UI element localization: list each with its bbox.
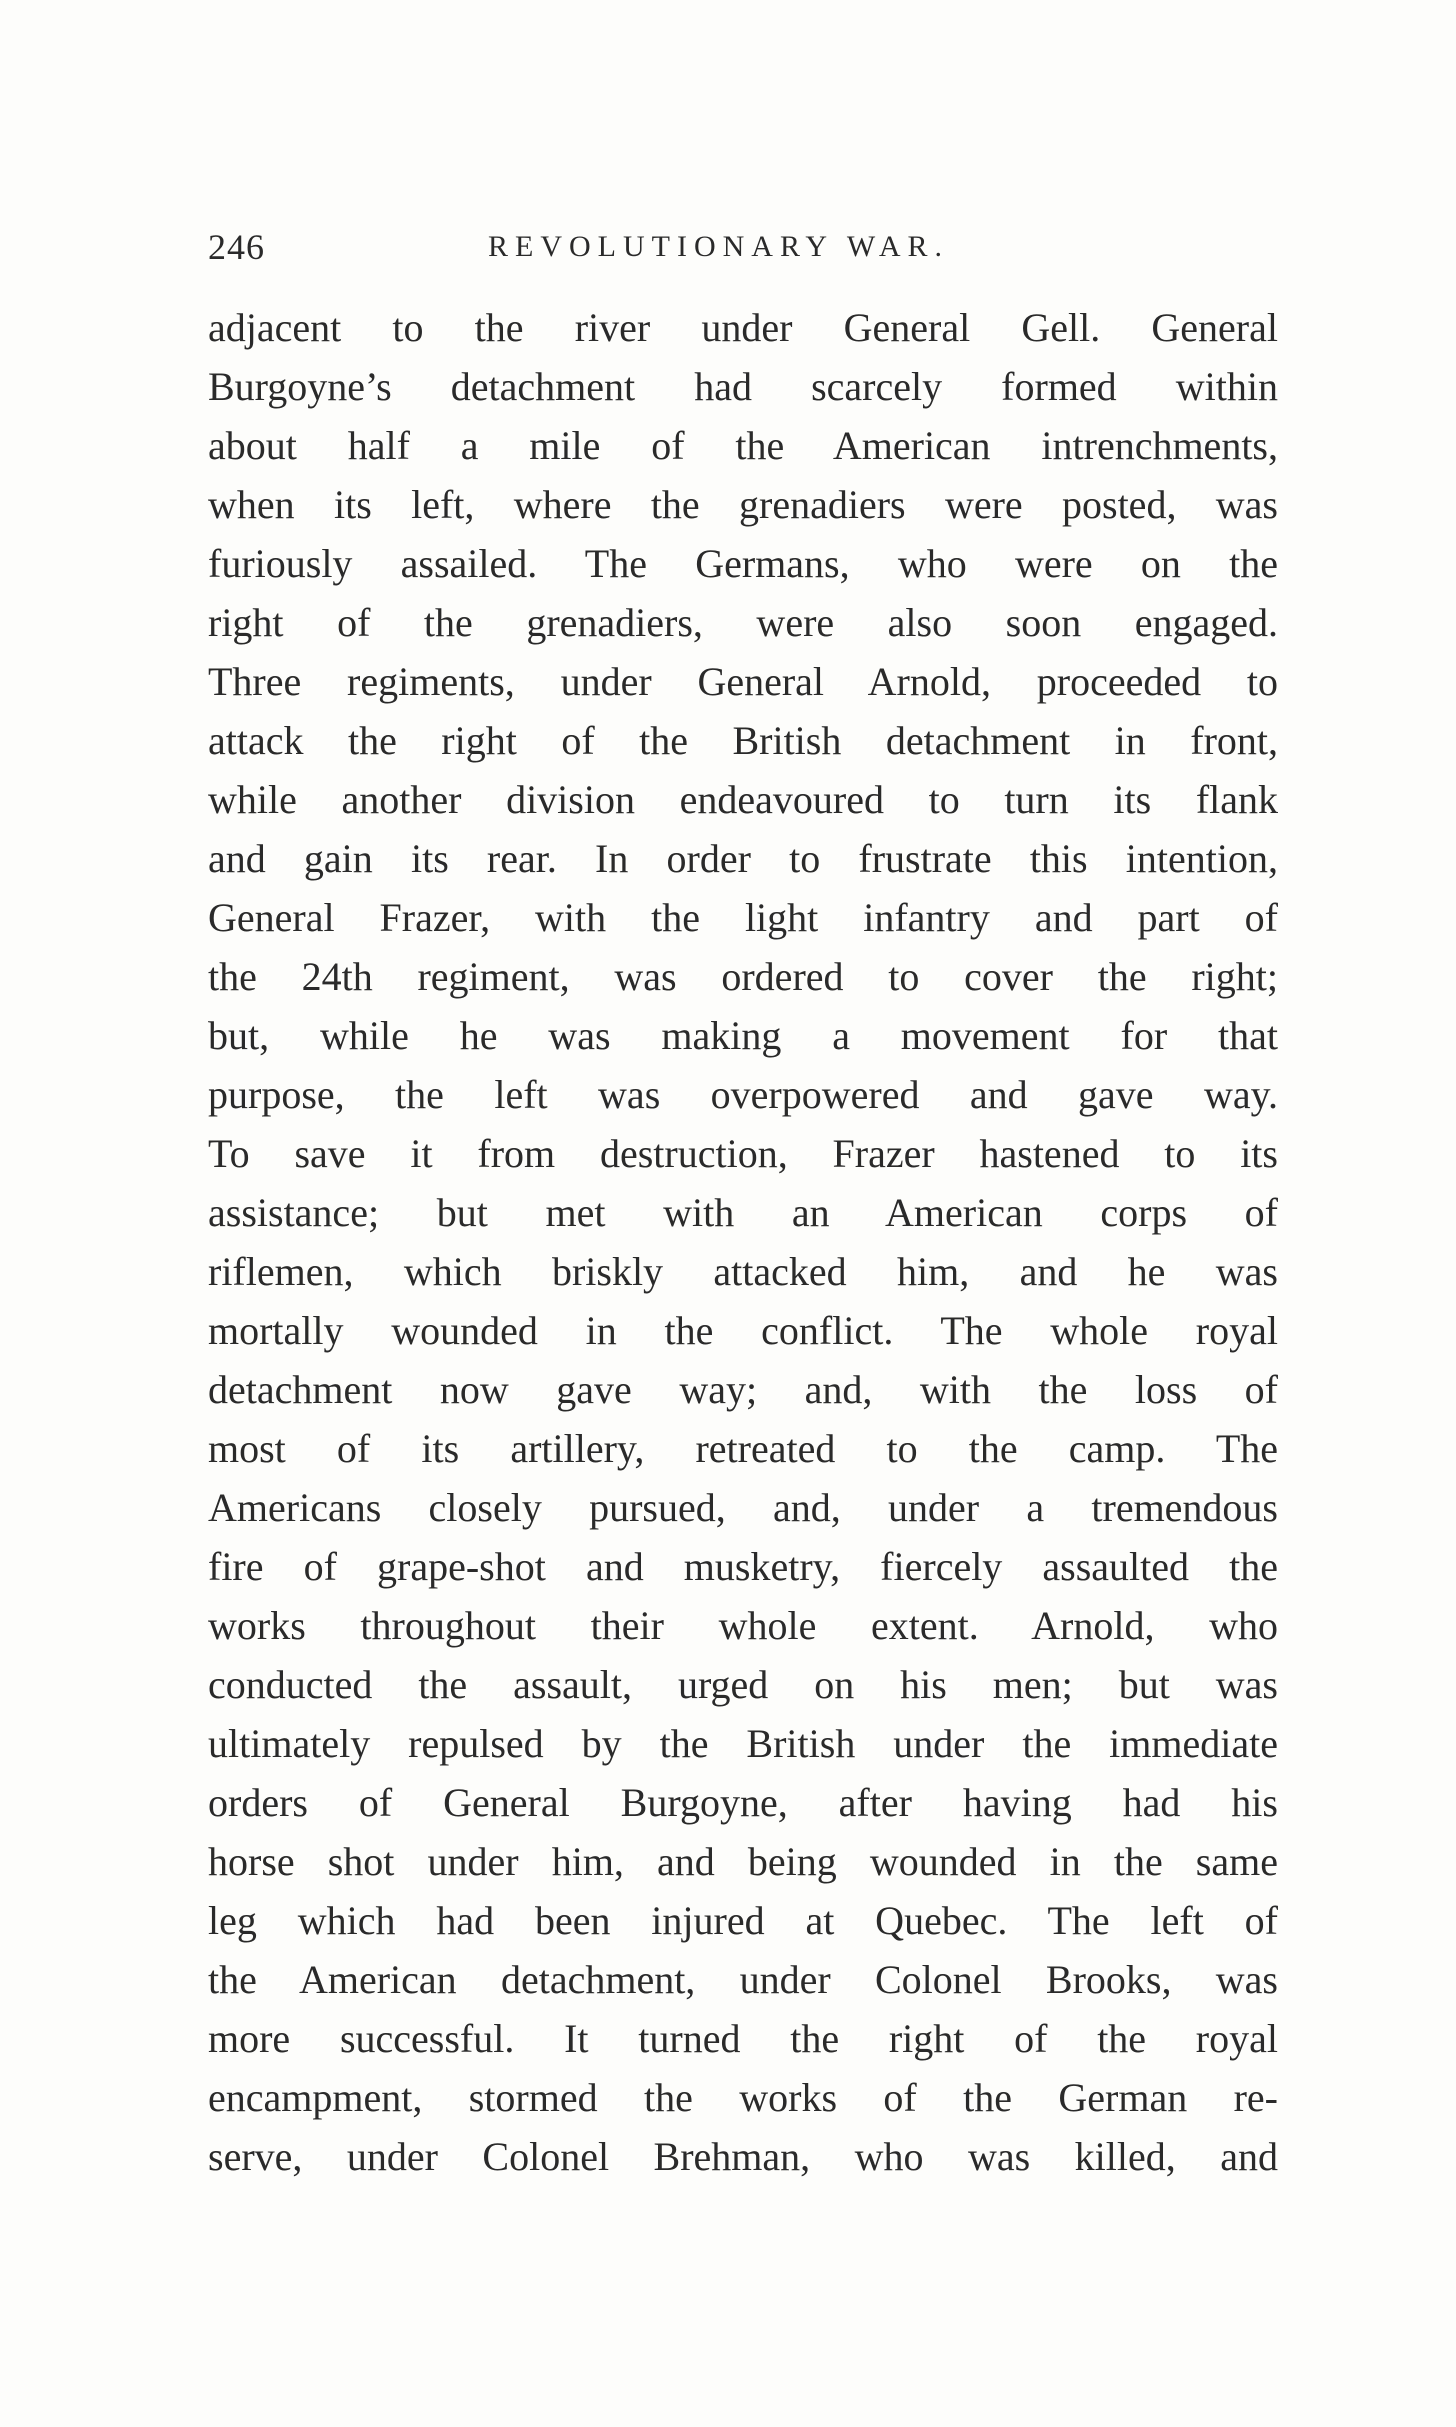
text-line: fire of grape-shot and musketry, fiercely assaulted the [208,1544,1278,1589]
text-line: when its left, where the grenadiers were posted, was [208,482,1278,527]
text-line: purpose, the left was overpowered and gave way. [208,1072,1278,1117]
text-line: assistance; but met with an American corps of [208,1190,1278,1235]
text-line: furiously assailed. The Germans, who were on the [208,541,1278,586]
text-line: but, while he was making a movement for that [208,1013,1278,1058]
body-text [208,298,1278,2186]
text-line: right of the grenadiers, were also soon engaged. [208,600,1278,645]
text-line: ultimately repulsed by the British under the immediate [208,1721,1278,1766]
text-line: detachment now gave way; and, with the loss of [208,1367,1278,1412]
text-line: while another division endeavoured to turn its flank [208,777,1278,822]
text-line: riflemen, which briskly attacked him, and he was [208,1249,1278,1294]
page-number: 246 [208,227,265,267]
text-line: about half a mile of the American intrenchments, [208,423,1278,468]
text-line: serve, under Colonel Brehman, who was killed, and [208,2134,1278,2179]
text-line: attack the right of the British detachment in front, [208,718,1278,763]
text-line: horse shot under him, and being wounded in the same [208,1839,1278,1884]
text-line: General Frazer, with the light infantry and part of [208,895,1278,940]
text-line: encampment, stormed the works of the German re- [208,2075,1278,2120]
text-line: the American detachment, under Colonel Brooks, was [208,1957,1278,2002]
text-line: orders of General Burgoyne, after having had his [208,1780,1278,1825]
text-line: Americans closely pursued, and, under a tremendous [208,1485,1278,1530]
text-line: most of its artillery, retreated to the camp. The [208,1426,1278,1471]
text-line: mortally wounded in the conflict. The whole royal [208,1308,1278,1353]
text-line: and gain its rear. In order to frustrate this intention, [208,836,1278,881]
text-line: conducted the assault, urged on his men; but was [208,1662,1278,1707]
text-line: Three regiments, under General Arnold, proceeded to [208,659,1278,704]
text-line: leg which had been injured at Quebec. The left of [208,1898,1278,1943]
text-line: the 24th regiment, was ordered to cover the right; [208,954,1278,999]
text-line: Burgoyne’s detachment had scarcely formed within [208,364,1278,409]
text-line: adjacent to the river under General Gell. General [208,305,1278,350]
text-line: works throughout their whole extent. Arnold, who [208,1603,1278,1648]
running-title: REVOLUTIONARY WAR. [488,230,949,263]
text-line: To save it from destruction, Frazer hastened to its [208,1131,1278,1176]
page-header [208,222,1278,272]
text-line: more successful. It turned the right of the royal [208,2016,1278,2061]
